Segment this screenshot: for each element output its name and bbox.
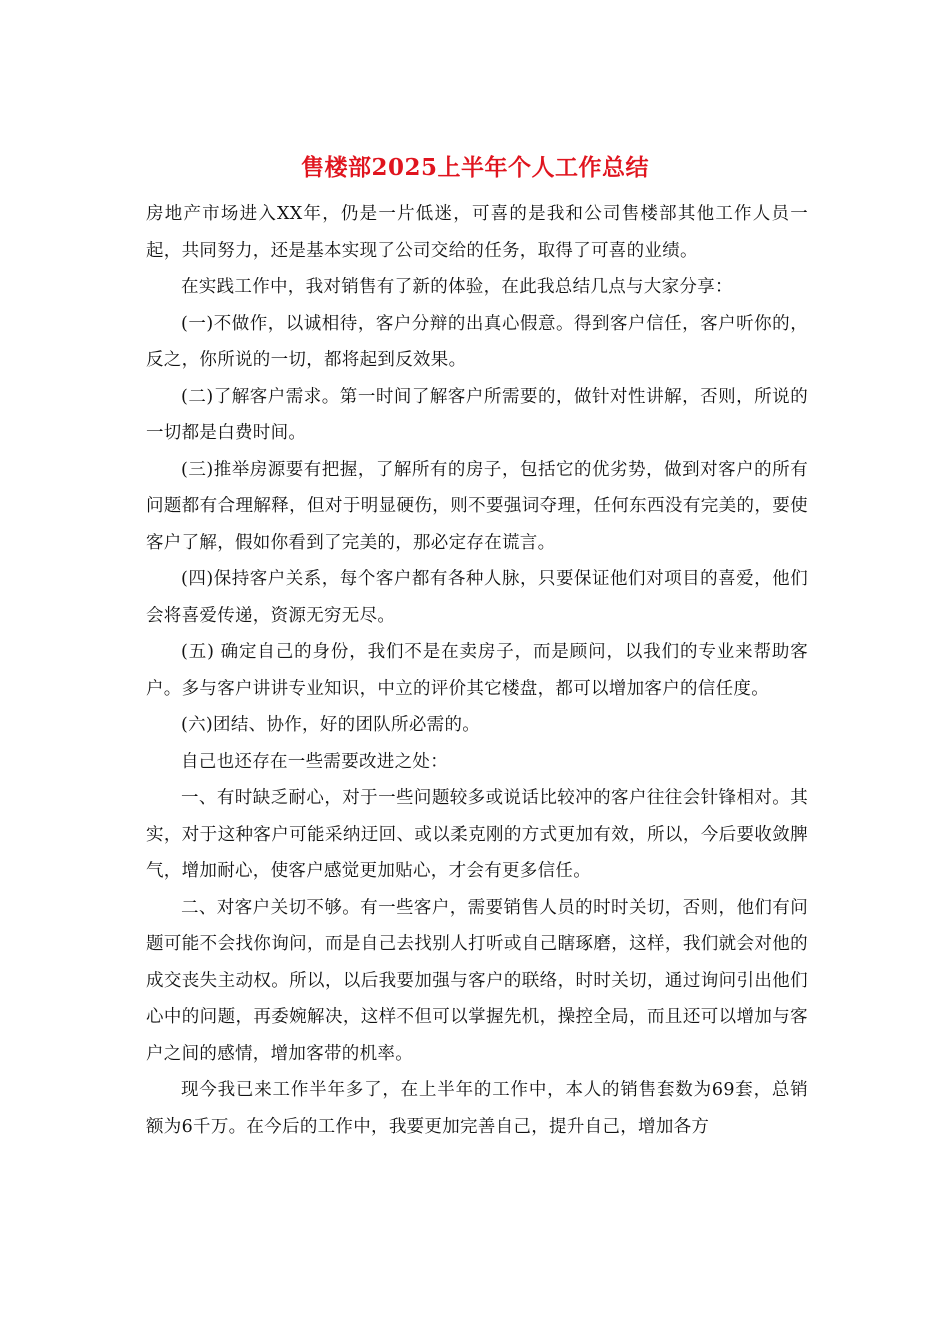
paragraph-improvements-intro: 自己也还存在一些需要改进之处： <box>181 751 448 772</box>
paragraph-improvement-2: 二、对客户关切不够。有一些客户，需要销售人员的时时关切，否则，他们有问题可能不会找你询问，而是自己去找别人打听或自己瞎琢磨，这样，我们就会对他的成交丧失主动权。所以，以后我要加强与客户的联络，时时关切，通过询问引出他们心中的问题，再委婉解决，这样不但可以掌握先机，操控全局，而且还可以增加与客户之间的感情，增加客带的机率。 <box>146 897 808 1064</box>
paragraph-experience-intro: 在实践工作中，我对销售有了新的体验，在此我总结几点与大家分享： <box>181 277 733 297</box>
document-body <box>146 196 808 1145</box>
paragraph-point-2: (二)了解客户需求。第一时间了解客户所需要的，做针对性讲解，否则，所说的一切都是白费时间。 <box>146 386 808 443</box>
paragraph-improvement-1: 一、有时缺乏耐心，对于一些问题较多或说话比较冲的客户往往会针锋相对。其实，对于这种客户可能采纳迂回、或以柔克刚的方式更加有效，所以，今后要收敛脾气，增加耐心，使客户感觉更加贴心，才会有更多信任。 <box>146 788 808 881</box>
paragraph-point-4: (四)保持客户关系，每个客户都有各种人脉，只要保证他们对项目的喜爱，他们会将喜爱传递，资源无穷无尽。 <box>146 569 808 626</box>
document-title: 售楼部2025上半年个人工作总结 <box>300 154 649 181</box>
paragraph-point-3: (三)推举房源要有把握，了解所有的房子，包括它的优劣势，做到对客户的所有问题都有合理解释，但对于明显硬伤，则不要强词夺理，任何东西没有完美的，要使客户了解，假如你看到了完美的，那必定存在谎言。 <box>146 459 808 553</box>
paragraph-point-1: (一)不做作，以诚相待，客户分辩的出真心假意。得到客户信任，客户听你的，反之，你所说的一切，都将起到反效果。 <box>146 313 808 370</box>
paragraph-point-6: (六)团结、协作，好的团队所必需的。 <box>181 715 481 735</box>
paragraph-intro: 房地产市场进入XX年，仍是一片低迷，可喜的是我和公司售楼部其他工作人员一起，共同努力，还是基本实现了公司交给的任务，取得了可喜的业绩。 <box>146 204 808 261</box>
paragraph-point-5: (五) 确定自己的身份，我们不是在卖房子，而是顾问，以我们的专业来帮助客户。多与客户讲讲专业知识，中立的评价其它楼盘，都可以增加客户的信任度。 <box>146 642 808 699</box>
paragraph-summary: 现今我已来工作半年多了，在上半年的工作中，本人的销售套数为69套，总销额为6千万。在今后的工作中，我要更加完善自己，提升自己，增加各方 <box>146 1080 808 1137</box>
